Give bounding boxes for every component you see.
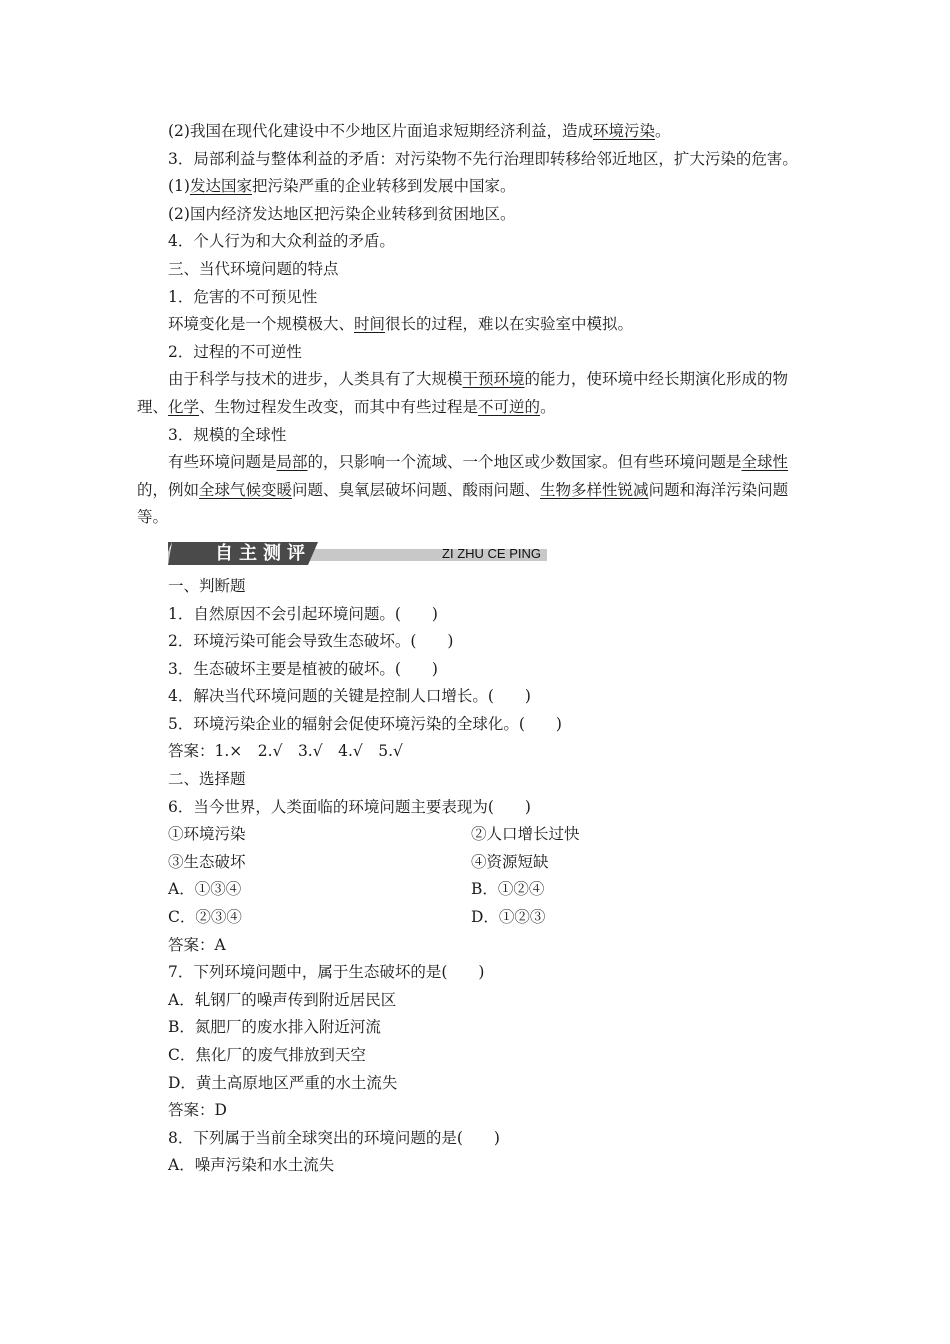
- question: 6．当今世界，人类面临的环境问题主要表现为( ): [168, 797, 531, 816]
- option-row: [137, 849, 817, 877]
- option: ③生态破坏: [168, 852, 246, 871]
- subheading: 2．过程的不可逆性: [168, 342, 302, 361]
- paragraph: (2)国内经济发达地区把污染企业转移到贫困地区。: [168, 204, 516, 223]
- underlined-term: 全球性: [741, 453, 789, 472]
- underlined-term: 局部: [276, 453, 308, 472]
- question: 7．下列环境问题中，属于生态破坏的是( ): [168, 963, 485, 982]
- choice: B．①②④: [471, 880, 545, 899]
- question: 8．下列属于当前全球突出的环境问题的是( ): [168, 1128, 500, 1147]
- underlined-term: 全球气候变暖: [199, 480, 293, 499]
- section-heading: 三、当代环境问题的特点: [168, 259, 339, 278]
- option: ①环境污染: [168, 825, 246, 844]
- paragraph: (1)发达国家把污染严重的企业转移到发展中国家。: [168, 177, 516, 196]
- choice: D．黄土高原地区严重的水土流失: [168, 1073, 398, 1092]
- underlined-term: 生物多样性锐减: [540, 480, 649, 499]
- paragraph: 3．局部利益与整体利益的矛盾：对污染物不先行治理即转移给邻近地区，扩大污染的危害。: [168, 149, 798, 168]
- underlined-term: 环境污染: [592, 122, 655, 140]
- paragraph: 有些环境问题是局部的，只影响一个流域、一个地区或少数国家。但有些环境问题是全球性的，例如全球气候变暖问题、臭氧层破坏问题、酸雨问题、生物多样性锐减问题和海洋污染问题等。: [137, 453, 789, 527]
- option: ②人口增长过快: [471, 825, 580, 844]
- subheading: 3．规模的全球性: [168, 425, 287, 444]
- paragraph: 由于科学与技术的进步，人类具有了大规模干预环境的能力，使环境中经长期演化形成的物理、化学、生物过程发生改变，而其中有些过程是不可逆的。: [137, 370, 789, 416]
- choice-row: [137, 904, 817, 932]
- choice: A．①③④: [168, 880, 242, 899]
- choice: C．焦化厂的废气排放到天空: [168, 1046, 366, 1064]
- underlined-term: 不可逆的: [478, 397, 541, 416]
- choice: C．②③④: [168, 908, 242, 927]
- paragraph: 环境变化是一个规模极大、时间很长的过程，难以在实验室中模拟。: [168, 315, 634, 334]
- paragraph: (2)我国在现代化建设中不少地区片面追求短期经济利益，造成环境污染。: [168, 122, 671, 140]
- answer: 答案：D: [168, 1101, 227, 1120]
- page-content: [137, 118, 817, 1180]
- option-row: [137, 821, 817, 849]
- section-heading: 二、选择题: [168, 770, 246, 789]
- underlined-term: 化学: [168, 397, 200, 416]
- choice: B．氮肥厂的废水排入附近河流: [168, 1018, 381, 1037]
- answer: 答案：A: [168, 935, 226, 954]
- choice: A．噪声污染和水土流失: [168, 1156, 335, 1175]
- paragraph: 4．个人行为和大众利益的矛盾。: [168, 232, 395, 251]
- choice: D．①②③: [471, 908, 546, 927]
- section-banner: [168, 540, 547, 567]
- underlined-term: 发达国家: [189, 177, 252, 196]
- answer: 答案：1.× 2.√ 3.√ 4.√ 5.√: [168, 742, 403, 761]
- question: 4．解决当代环境问题的关键是控制人口增长。( ): [168, 687, 531, 706]
- choice: A．轧钢厂的噪声传到附近居民区: [168, 990, 397, 1009]
- banner-subtitle: ZI ZHU CE PING: [442, 545, 541, 561]
- question: 2．环境污染可能会导致生态破坏。( ): [168, 632, 454, 651]
- question: 1．自然原因不会引起环境问题。( ): [168, 604, 438, 623]
- question: 3．生态破坏主要是植被的破坏。( ): [168, 659, 438, 678]
- underlined-term: 时间: [354, 315, 386, 334]
- subheading: 1．危害的不可预见性: [168, 287, 318, 306]
- banner-title: 自主测评: [215, 542, 311, 564]
- underlined-term: 干预环境: [462, 370, 525, 389]
- option: ④资源短缺: [471, 852, 549, 871]
- choice-row: [137, 876, 817, 904]
- section-heading: 一、判断题: [168, 576, 246, 595]
- question: 5．环境污染企业的辐射会促使环境污染的全球化。( ): [168, 714, 562, 733]
